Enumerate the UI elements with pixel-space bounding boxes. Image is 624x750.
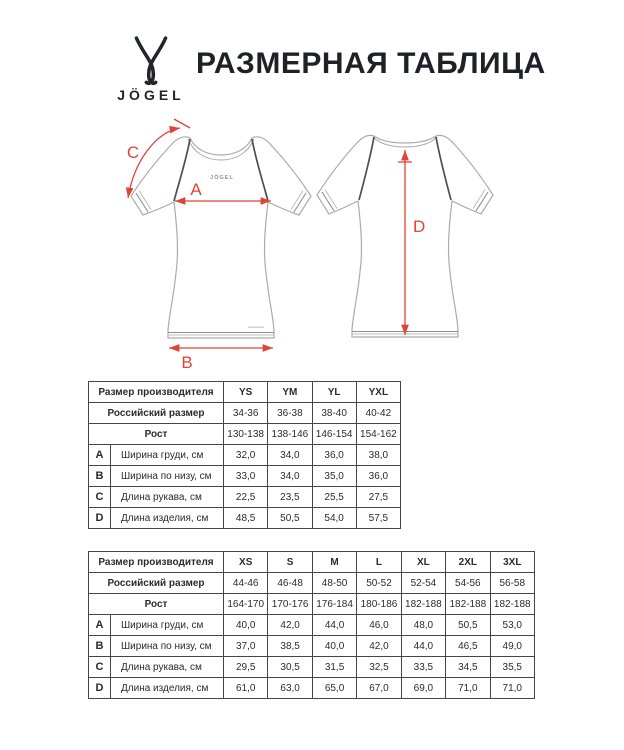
value-cell: 29,5: [224, 657, 268, 678]
table-header-row: [89, 552, 535, 573]
header-value-cell: 182-188: [401, 594, 445, 615]
value-cell: 32,0: [224, 445, 268, 466]
header-value-cell: 52-54: [401, 573, 445, 594]
header-value-cell: 46-48: [268, 573, 312, 594]
value-cell: 34,0: [268, 445, 312, 466]
row-label-cell: Ширина по низу, см: [111, 466, 224, 487]
size-code-cell: 3XL: [490, 552, 534, 573]
size-code-cell: YM: [268, 382, 312, 403]
table-row: [89, 445, 401, 466]
value-cell: 33,5: [401, 657, 445, 678]
header-label-cell: Размер производителя: [89, 382, 224, 403]
table-row: [89, 678, 535, 699]
value-cell: 46,5: [446, 636, 490, 657]
value-cell: 38,0: [356, 445, 400, 466]
value-cell: 34,5: [446, 657, 490, 678]
table-header-row: [89, 382, 401, 403]
table-row: [89, 466, 401, 487]
value-cell: 31,5: [312, 657, 356, 678]
table-row: [89, 508, 401, 529]
size-table-adult: [88, 551, 535, 699]
header-value-cell: 164-170: [224, 594, 268, 615]
header-value-cell: 170-176: [268, 594, 312, 615]
header-value-cell: 56-58: [490, 573, 534, 594]
value-cell: 32,5: [357, 657, 401, 678]
value-cell: 49,0: [490, 636, 534, 657]
row-label-cell: Длина рукава, см: [111, 657, 224, 678]
front-shirt: [127, 119, 311, 372]
row-label-cell: Ширина груди, см: [111, 615, 224, 636]
table-row: [89, 636, 535, 657]
table-row: [89, 657, 535, 678]
row-letter-cell: A: [89, 445, 111, 466]
header-value-cell: 54-56: [446, 573, 490, 594]
brand-logo: [103, 36, 199, 103]
value-cell: 53,0: [490, 615, 534, 636]
row-letter-cell: C: [89, 657, 111, 678]
adult-size-table: [88, 551, 535, 699]
value-cell: 50,5: [446, 615, 490, 636]
header-value-cell: 176-184: [312, 594, 356, 615]
header-value-cell: 44-46: [224, 573, 268, 594]
header-value-cell: 182-188: [490, 594, 534, 615]
table-row: [89, 487, 401, 508]
row-label-cell: Ширина груди, см: [111, 445, 224, 466]
value-cell: 42,0: [268, 615, 312, 636]
table-row: [89, 615, 535, 636]
value-cell: 37,0: [224, 636, 268, 657]
dim-label-d: D: [413, 217, 426, 236]
header-value-cell: 146-154: [312, 424, 356, 445]
header-label-cell: Размер производителя: [89, 552, 224, 573]
row-label-cell: Длина изделия, см: [111, 508, 224, 529]
value-cell: 44,0: [312, 615, 356, 636]
size-code-cell: YXL: [356, 382, 400, 403]
value-cell: 40,0: [224, 615, 268, 636]
row-letter-cell: C: [89, 487, 111, 508]
header-value-cell: 182-188: [446, 594, 490, 615]
header-value-cell: 34-36: [224, 403, 268, 424]
value-cell: 36,0: [312, 445, 356, 466]
value-cell: 33,0: [224, 466, 268, 487]
row-letter-cell: B: [89, 636, 111, 657]
value-cell: 63,0: [268, 678, 312, 699]
chest-logo-text: JÖGEL: [210, 175, 234, 181]
value-cell: 34,0: [268, 466, 312, 487]
header-label-cell: Рост: [89, 424, 224, 445]
header-label-cell: Российский размер: [89, 573, 224, 594]
header-value-cell: 154-162: [356, 424, 400, 445]
value-cell: 27,5: [356, 487, 400, 508]
value-cell: 40,0: [312, 636, 356, 657]
size-table-youth: [88, 381, 401, 529]
value-cell: 69,0: [401, 678, 445, 699]
size-code-cell: YS: [224, 382, 268, 403]
row-label-cell: Ширина по низу, см: [111, 636, 224, 657]
size-code-cell: S: [268, 552, 312, 573]
back-shirt: [317, 135, 493, 337]
header-label-cell: Рост: [89, 594, 224, 615]
table-header-row: [89, 424, 401, 445]
value-cell: 30,5: [268, 657, 312, 678]
value-cell: 42,0: [357, 636, 401, 657]
size-code-cell: XS: [224, 552, 268, 573]
value-cell: 35,0: [312, 466, 356, 487]
size-code-cell: XL: [401, 552, 445, 573]
size-code-cell: YL: [312, 382, 356, 403]
row-letter-cell: D: [89, 508, 111, 529]
header-value-cell: 36-38: [268, 403, 312, 424]
value-cell: 36,0: [356, 466, 400, 487]
value-cell: 48,5: [224, 508, 268, 529]
value-cell: 67,0: [357, 678, 401, 699]
value-cell: 48,0: [401, 615, 445, 636]
row-letter-cell: A: [89, 615, 111, 636]
header-value-cell: 130-138: [224, 424, 268, 445]
size-code-cell: L: [357, 552, 401, 573]
value-cell: 54,0: [312, 508, 356, 529]
row-label-cell: Длина рукава, см: [111, 487, 224, 508]
value-cell: 38,5: [268, 636, 312, 657]
value-cell: 22,5: [224, 487, 268, 508]
value-cell: 25,5: [312, 487, 356, 508]
jogel-mark-icon: [130, 36, 172, 86]
table-header-row: [89, 403, 401, 424]
value-cell: 23,5: [268, 487, 312, 508]
page-title: РАЗМЕРНАЯ ТАБЛИЦА: [196, 47, 546, 80]
youth-size-table: [88, 381, 401, 529]
header-label-cell: Российский размер: [89, 403, 224, 424]
header-value-cell: 40-42: [356, 403, 400, 424]
hem-fineprint: [248, 327, 264, 328]
header-value-cell: 48-50: [312, 573, 356, 594]
brand-wordmark: JÖGEL: [117, 87, 185, 103]
value-cell: 50,5: [268, 508, 312, 529]
dim-label-a: A: [190, 180, 202, 199]
dim-label-b: B: [181, 353, 193, 372]
table-header-row: [89, 594, 535, 615]
header-value-cell: 180-186: [357, 594, 401, 615]
value-cell: 71,0: [446, 678, 490, 699]
size-code-cell: M: [312, 552, 356, 573]
header-value-cell: 138-146: [268, 424, 312, 445]
value-cell: 57,5: [356, 508, 400, 529]
value-cell: 44,0: [401, 636, 445, 657]
table-header-row: [89, 573, 535, 594]
size-code-cell: 2XL: [446, 552, 490, 573]
value-cell: 65,0: [312, 678, 356, 699]
row-label-cell: Длина изделия, см: [111, 678, 224, 699]
value-cell: 61,0: [224, 678, 268, 699]
measure-tick-c: [174, 119, 190, 128]
value-cell: 71,0: [490, 678, 534, 699]
value-cell: 35,5: [490, 657, 534, 678]
value-cell: 46,0: [357, 615, 401, 636]
row-letter-cell: D: [89, 678, 111, 699]
size-diagram: [0, 105, 624, 377]
header-value-cell: 50-52: [357, 573, 401, 594]
dim-label-c: C: [126, 143, 140, 162]
row-letter-cell: B: [89, 466, 111, 487]
header-value-cell: 38-40: [312, 403, 356, 424]
